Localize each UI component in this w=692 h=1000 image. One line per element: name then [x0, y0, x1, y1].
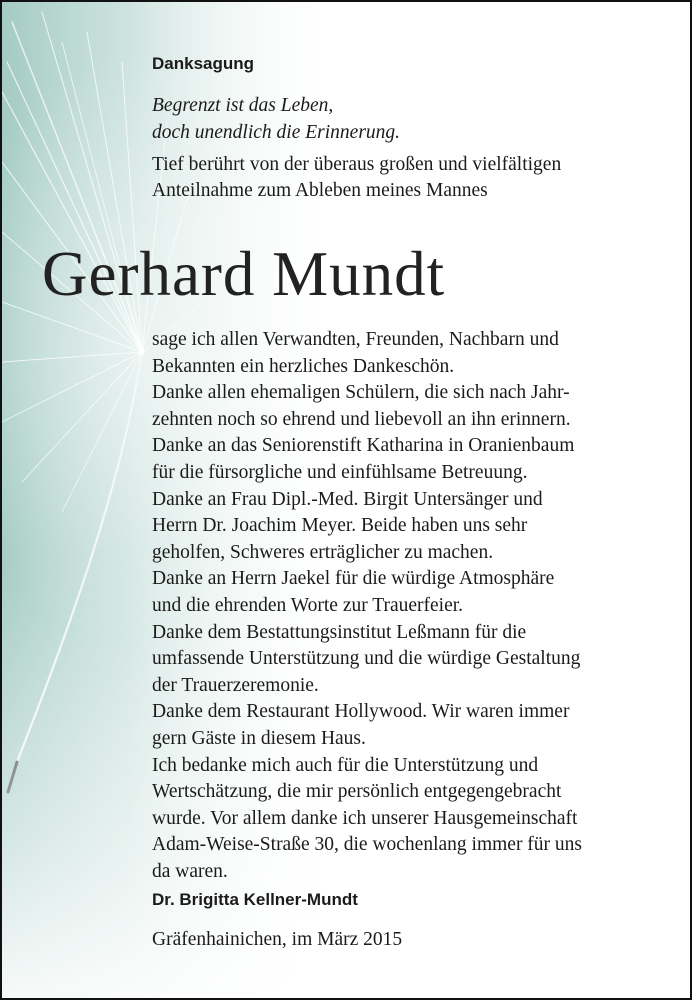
body-line: Bekannten ein herzliches Dankeschön.	[152, 355, 455, 377]
motto-line: doch unendlich die Erinnerung.	[152, 122, 401, 143]
place-and-date: Gräfenhainichen, im März 2015	[152, 929, 403, 950]
intro-text	[152, 152, 561, 204]
body-line: Danke dem Bestattungsinstitut Leßmann für die	[152, 621, 527, 643]
body-line: wurde. Vor allem danke ich unserer Hausgemeinschaft	[152, 807, 578, 829]
body-line: Danke allen ehemaligen Schülern, die sich nach Jahr-	[152, 382, 570, 404]
intro-line: Anteilnahme zum Ableben meines Mannes	[152, 180, 488, 201]
thanks-body	[152, 327, 582, 885]
body-line: für die fürsorgliche und einfühlsame Betreuung.	[152, 461, 528, 483]
notice-content	[2, 2, 690, 998]
body-line: gern Gäste in diesem Haus.	[152, 727, 366, 749]
motto-line: Begrenzt ist das Leben,	[152, 95, 334, 116]
intro-line: Tief berührt von der überaus großen und vielfältigen	[152, 154, 562, 175]
body-line: Ich bedanke mich auch für die Unterstützung und	[152, 754, 539, 776]
body-line: geholfen, Schweres erträglicher zu machen.	[152, 541, 494, 563]
body-line: Wertschätzung, die mir persönlich entgegengebracht	[152, 781, 562, 803]
notice-heading: Danksagung	[152, 54, 255, 73]
body-line: zehnten noch so ehrend und liebevoll an ihn erinnern.	[152, 408, 571, 430]
deceased-name: Gerhard Mundt	[42, 239, 446, 309]
body-line: Danke an Herrn Jaekel für die würdige Atmosphäre	[152, 568, 555, 590]
body-line: Danke an Frau Dipl.-Med. Birgit Untersänger und	[152, 488, 543, 510]
body-line: Herrn Dr. Joachim Meyer. Beide haben uns sehr	[152, 515, 528, 537]
body-line: Danke dem Restaurant Hollywood. Wir waren immer	[152, 701, 570, 723]
motto-quote	[152, 92, 400, 146]
body-line: der Trauerzeremonie.	[152, 674, 319, 696]
body-line: sage ich allen Verwandten, Freunden, Nachbarn und	[152, 329, 559, 350]
body-line: Danke an das Seniorenstift Katharina in Oranienbaum	[152, 435, 575, 457]
body-line: da waren.	[152, 860, 228, 882]
body-line: umfassende Unterstützung und die würdige Gestaltung	[152, 648, 581, 670]
body-line: und die ehrenden Worte zur Trauerfeier.	[152, 594, 464, 616]
signature: Dr. Brigitta Kellner-Mundt	[152, 890, 358, 909]
body-line: Adam-Weise-Straße 30, die wochenlang immer für uns	[152, 834, 583, 856]
